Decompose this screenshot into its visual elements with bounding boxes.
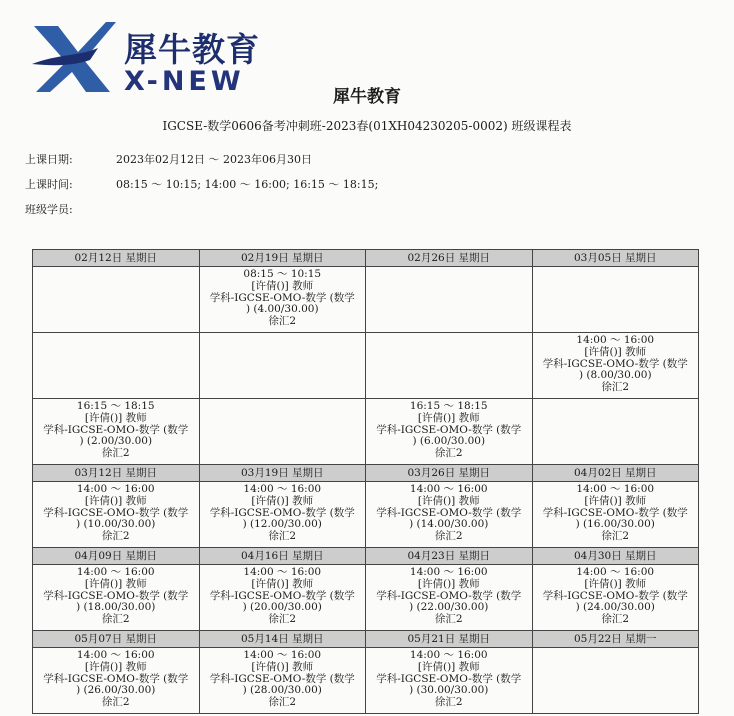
course-title: IGCSE-数学0606备考冲刺班-2023春(01XH04230205-0002) 班级课程表: [162, 119, 572, 133]
session-subject: 学科-IGCSE-OMO-数学 (数学: [209, 589, 355, 602]
empty-cell: [199, 333, 366, 399]
session-time: 14:00 ～ 16:00: [76, 566, 155, 578]
date-header-cell: 04月02日 星期日: [532, 465, 699, 482]
schedule-row: [33, 267, 699, 333]
date-header-cell: 02月19日 星期日: [199, 250, 366, 267]
session-subject: 学科-IGCSE-OMO-数学 (数学: [542, 589, 688, 602]
session-progress: ) (4.00/30.00): [245, 303, 319, 316]
date-header-cell: 04月23日 星期日: [366, 548, 533, 565]
session-cell: [199, 648, 366, 714]
session-subject: 学科-IGCSE-OMO-数学 (数学: [376, 672, 522, 685]
session-teacher: [许倩()] 教师: [417, 660, 480, 673]
session-room: 徐汇2: [601, 381, 630, 394]
session-room: 徐汇2: [101, 613, 130, 626]
session-teacher: [许倩()] 教师: [417, 577, 480, 590]
info-time-row: [25, 176, 379, 192]
session-teacher: [许倩()] 教师: [84, 494, 147, 507]
session-teacher: [许倩()] 教师: [84, 577, 147, 590]
brand-name-cn: 犀牛教育: [124, 30, 260, 69]
session-teacher: [许倩()] 教师: [251, 660, 314, 673]
session-room: 徐汇2: [601, 613, 630, 626]
session-subject: 学科-IGCSE-OMO-数学 (数学: [43, 589, 189, 602]
empty-cell: [532, 267, 699, 333]
schedule-row: [33, 565, 699, 631]
session-room: 徐汇2: [101, 530, 130, 543]
session-progress: ) (18.00/30.00): [76, 601, 156, 614]
session-time: 14:00 ～ 16:00: [576, 334, 655, 346]
schedule-row: [33, 333, 699, 399]
session-subject: 学科-IGCSE-OMO-数学 (数学: [376, 589, 522, 602]
session-progress: ) (16.00/30.00): [575, 518, 655, 531]
empty-cell: [532, 648, 699, 714]
session-progress: ) (28.00/30.00): [242, 684, 322, 697]
schedule-row: [33, 648, 699, 714]
session-progress: ) (10.00/30.00): [76, 518, 156, 531]
info-value: 08:15 ～ 10:15; 14:00 ～ 16:00; 16:15 ～ 18:15;: [116, 178, 379, 191]
date-header-cell: 02月26日 星期日: [366, 250, 533, 267]
session-teacher: [许倩()] 教师: [251, 577, 314, 590]
session-teacher: [许倩()] 教师: [417, 494, 480, 507]
empty-cell: [366, 267, 533, 333]
session-progress: ) (6.00/30.00): [412, 435, 486, 448]
session-subject: 学科-IGCSE-OMO-数学 (数学: [43, 423, 189, 436]
empty-cell: [366, 333, 533, 399]
session-subject: 学科-IGCSE-OMO-数学 (数学: [542, 506, 688, 519]
session-room: 徐汇2: [101, 447, 130, 460]
session-room: 徐汇2: [268, 530, 297, 543]
session-subject: 学科-IGCSE-OMO-数学 (数学: [43, 672, 189, 685]
session-cell: [366, 399, 533, 465]
session-teacher: [许倩()] 教师: [251, 494, 314, 507]
schedule-table: [32, 249, 699, 714]
week-header-row: [33, 250, 699, 267]
session-teacher: [许倩()] 教师: [417, 411, 480, 424]
session-subject: 学科-IGCSE-OMO-数学 (数学: [376, 506, 522, 519]
session-cell: [199, 267, 366, 333]
info-value: 2023年02月12日 ～ 2023年06月30日: [116, 153, 312, 166]
org-title: 犀牛教育: [333, 87, 401, 107]
session-cell: [366, 565, 533, 631]
date-header-cell: 05月07日 星期日: [33, 631, 200, 648]
session-time: 14:00 ～ 16:00: [243, 649, 322, 661]
brand-name-en: X-NEW: [124, 66, 245, 97]
session-time: 14:00 ～ 16:00: [243, 566, 322, 578]
session-progress: ) (26.00/30.00): [76, 684, 156, 697]
date-header-cell: 03月19日 星期日: [199, 465, 366, 482]
session-room: 徐汇2: [268, 315, 297, 328]
session-cell: [532, 565, 699, 631]
session-progress: ) (22.00/30.00): [409, 601, 489, 614]
session-cell: [532, 482, 699, 548]
date-header-cell: 05月22日 星期一: [532, 631, 699, 648]
info-date-row: [25, 151, 312, 167]
info-students-row: [25, 201, 73, 217]
session-time: 16:15 ～ 18:15: [409, 400, 488, 412]
date-header-cell: 02月12日 星期日: [33, 250, 200, 267]
session-cell: [366, 482, 533, 548]
session-cell: [33, 565, 200, 631]
session-subject: 学科-IGCSE-OMO-数学 (数学: [209, 506, 355, 519]
week-header-row: [33, 465, 699, 482]
session-time: 14:00 ～ 16:00: [76, 649, 155, 661]
session-subject: 学科-IGCSE-OMO-数学 (数学: [209, 291, 355, 304]
date-header-cell: 04月30日 星期日: [532, 548, 699, 565]
empty-cell: [33, 333, 200, 399]
session-subject: 学科-IGCSE-OMO-数学 (数学: [376, 423, 522, 436]
session-subject: 学科-IGCSE-OMO-数学 (数学: [209, 672, 355, 685]
week-header-row: [33, 548, 699, 565]
session-cell: [33, 482, 200, 548]
session-time: 14:00 ～ 16:00: [409, 649, 488, 661]
session-teacher: [许倩()] 教师: [84, 660, 147, 673]
date-header-cell: 03月12日 星期日: [33, 465, 200, 482]
session-subject: 学科-IGCSE-OMO-数学 (数学: [43, 506, 189, 519]
session-teacher: [许倩()] 教师: [584, 577, 647, 590]
info-label: 上课日期:: [25, 153, 73, 166]
schedule-row: [33, 399, 699, 465]
session-time: 08:15 ～ 10:15: [243, 268, 322, 280]
session-progress: ) (8.00/30.00): [578, 369, 652, 382]
week-header-row: [33, 631, 699, 648]
session-cell: [33, 399, 200, 465]
session-cell: [199, 565, 366, 631]
session-room: 徐汇2: [434, 696, 463, 709]
session-time: 14:00 ～ 16:00: [409, 566, 488, 578]
empty-cell: [33, 267, 200, 333]
session-progress: ) (30.00/30.00): [409, 684, 489, 697]
session-progress: ) (14.00/30.00): [409, 518, 489, 531]
session-room: 徐汇2: [268, 613, 297, 626]
session-time: 14:00 ～ 16:00: [76, 483, 155, 495]
session-room: 徐汇2: [434, 447, 463, 460]
date-header-cell: 05月14日 星期日: [199, 631, 366, 648]
session-progress: ) (24.00/30.00): [575, 601, 655, 614]
session-teacher: [许倩()] 教师: [584, 345, 647, 358]
empty-cell: [199, 399, 366, 465]
date-header-cell: 04月16日 星期日: [199, 548, 366, 565]
session-room: 徐汇2: [268, 696, 297, 709]
session-teacher: [许倩()] 教师: [84, 411, 147, 424]
session-room: 徐汇2: [434, 530, 463, 543]
session-progress: ) (2.00/30.00): [79, 435, 153, 448]
schedule-row: [33, 482, 699, 548]
date-header-cell: 05月21日 星期日: [366, 631, 533, 648]
date-header-cell: 03月05日 星期日: [532, 250, 699, 267]
session-time: 14:00 ～ 16:00: [576, 483, 655, 495]
session-room: 徐汇2: [434, 613, 463, 626]
session-teacher: [许倩()] 教师: [251, 279, 314, 292]
info-label: 上课时间:: [25, 178, 73, 191]
session-progress: ) (20.00/30.00): [242, 601, 322, 614]
session-subject: 学科-IGCSE-OMO-数学 (数学: [542, 357, 688, 370]
info-label: 班级学员:: [25, 203, 73, 216]
session-cell: [366, 648, 533, 714]
session-time: 16:15 ～ 18:15: [76, 400, 155, 412]
session-room: 徐汇2: [101, 696, 130, 709]
empty-cell: [532, 399, 699, 465]
session-time: 14:00 ～ 16:00: [409, 483, 488, 495]
session-progress: ) (12.00/30.00): [242, 518, 322, 531]
session-time: 14:00 ～ 16:00: [576, 566, 655, 578]
session-time: 14:00 ～ 16:00: [243, 483, 322, 495]
date-header-cell: 04月09日 星期日: [33, 548, 200, 565]
session-cell: [532, 333, 699, 399]
session-teacher: [许倩()] 教师: [584, 494, 647, 507]
session-cell: [199, 482, 366, 548]
date-header-cell: 03月26日 星期日: [366, 465, 533, 482]
session-room: 徐汇2: [601, 530, 630, 543]
session-cell: [33, 648, 200, 714]
